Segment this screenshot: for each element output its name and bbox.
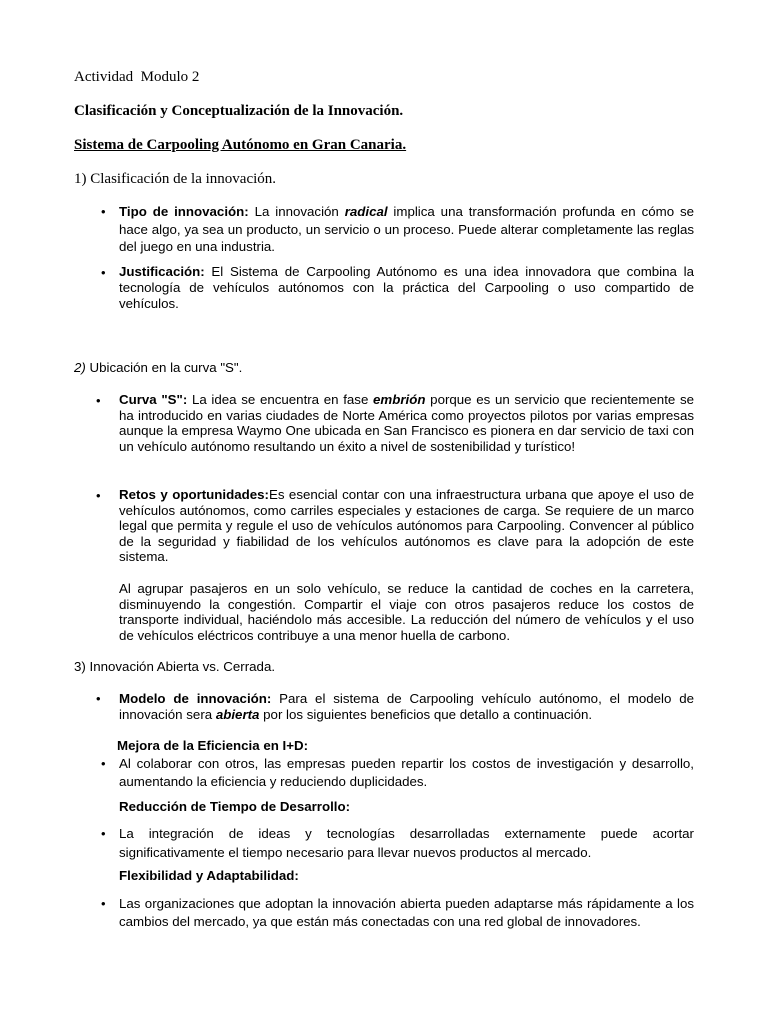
list-item-curva-s: Curva "S": La idea se encuentra en fase embrión porque es un servicio que recientemente se ha introducido en varias ciudades de Norte América como proyectos pilotos por varias empresas aunque la empresa Waymo One ubicada en San Francisco es pionera en dar servicio de taxi con un vehículo autónomo resultando un éxito a nivel de sostenibilidad y turístico! (119, 392, 694, 454)
benefits-paragraph: Al agrupar pasajeros en un solo vehículo, se reduce la cantidad de coches en la carretera, disminuyendo la congestión. Compartir el viaje con otros pasajeros reduce los costos de transporte individual, haciéndolo más accesible. La reducción del número de vehículos y el uso de vehículos eléctricos contribuye a una menor huella de carbono. (119, 581, 694, 643)
bullet-marker: • (101, 204, 106, 219)
item-label: Modelo de innovación: (119, 691, 272, 706)
list-item-flexibilidad: Las organizaciones que adoptan la innovación abierta pueden adaptarse más rápidamente a los cambios del mercado, ya que están más conectadas con una red global de innovadores. (119, 896, 694, 929)
section-2-heading: 2) Ubicación en la curva "S". (74, 360, 243, 375)
subheading-flexibilidad: Flexibilidad y Adaptabilidad: (119, 868, 299, 883)
bullet-marker: • (101, 826, 106, 841)
bullet-marker: • (96, 488, 101, 503)
section-3-heading: 3) Innovación Abierta vs. Cerrada. (74, 659, 276, 674)
item-label: Justificación: (119, 264, 205, 279)
bullet-marker: • (101, 265, 106, 280)
bullet-marker: • (96, 393, 101, 408)
bullet-marker: • (101, 896, 106, 911)
list-item-retos-oportunidades: Retos y oportunidades:Es esencial contar con una infraestructura urbana que apoye el uso de vehículos autónomos, como carriles especiales y estaciones de carga. Se requiere de un marco legal que permita y regule el uso de vehículos autónomos para Carpooling. Convencer al público de la seguridad y fiabilidad de los vehículos autónomos es clave para la adopción de este sistema. (119, 487, 694, 565)
bullet-marker: • (101, 756, 106, 771)
item-label: Curva "S": (119, 392, 188, 407)
bullet-marker: • (96, 691, 101, 706)
item-label: Tipo de innovación: (119, 204, 249, 219)
activity-title: Actividad Modulo 2 (74, 69, 200, 85)
list-item-tipo-innovacion: Tipo de innovación: La innovación radical implica una transformación profunda en cómo se hace algo, ya sea un producto, un servicio o un proceso. Puede alterar completamente las reglas del juego en una industria. (119, 204, 694, 254)
item-label: Retos y oportunidades: (119, 487, 269, 502)
document-subtitle: Clasificación y Conceptualización de la Innovación. (74, 103, 404, 119)
section-1-heading: 1) Clasificación de la innovación. (74, 171, 277, 187)
list-item-justificacion: Justificación: El Sistema de Carpooling Autónomo es una idea innovadora que combina la tecnología de vehículos autónomos con la práctica del Carpooling o uso compartido de vehículos. (119, 264, 694, 311)
list-item-eficiencia: Al colaborar con otros, las empresas pueden repartir los costos de investigación y desarrollo, aumentando la eficiencia y reduciendo duplicidades. (119, 756, 694, 789)
list-item-modelo-innovacion: Modelo de innovación: Para el sistema de Carpooling vehículo autónomo, el modelo de innovación sera abierta por los siguientes beneficios que detallo a continuación. (119, 691, 694, 722)
subheading-tiempo-desarrollo: Reducción de Tiempo de Desarrollo: (119, 799, 351, 814)
list-item-tiempo-desarrollo: La integración de ideas y tecnologías desarrolladas externamente puede acortar significativamente el tiempo necesario para llevar nuevos productos al mercado. (119, 826, 694, 860)
subheading-eficiencia: Mejora de la Eficiencia en I+D: (117, 738, 309, 753)
project-title: Sistema de Carpooling Autónomo en Gran Canaria. (74, 137, 407, 153)
